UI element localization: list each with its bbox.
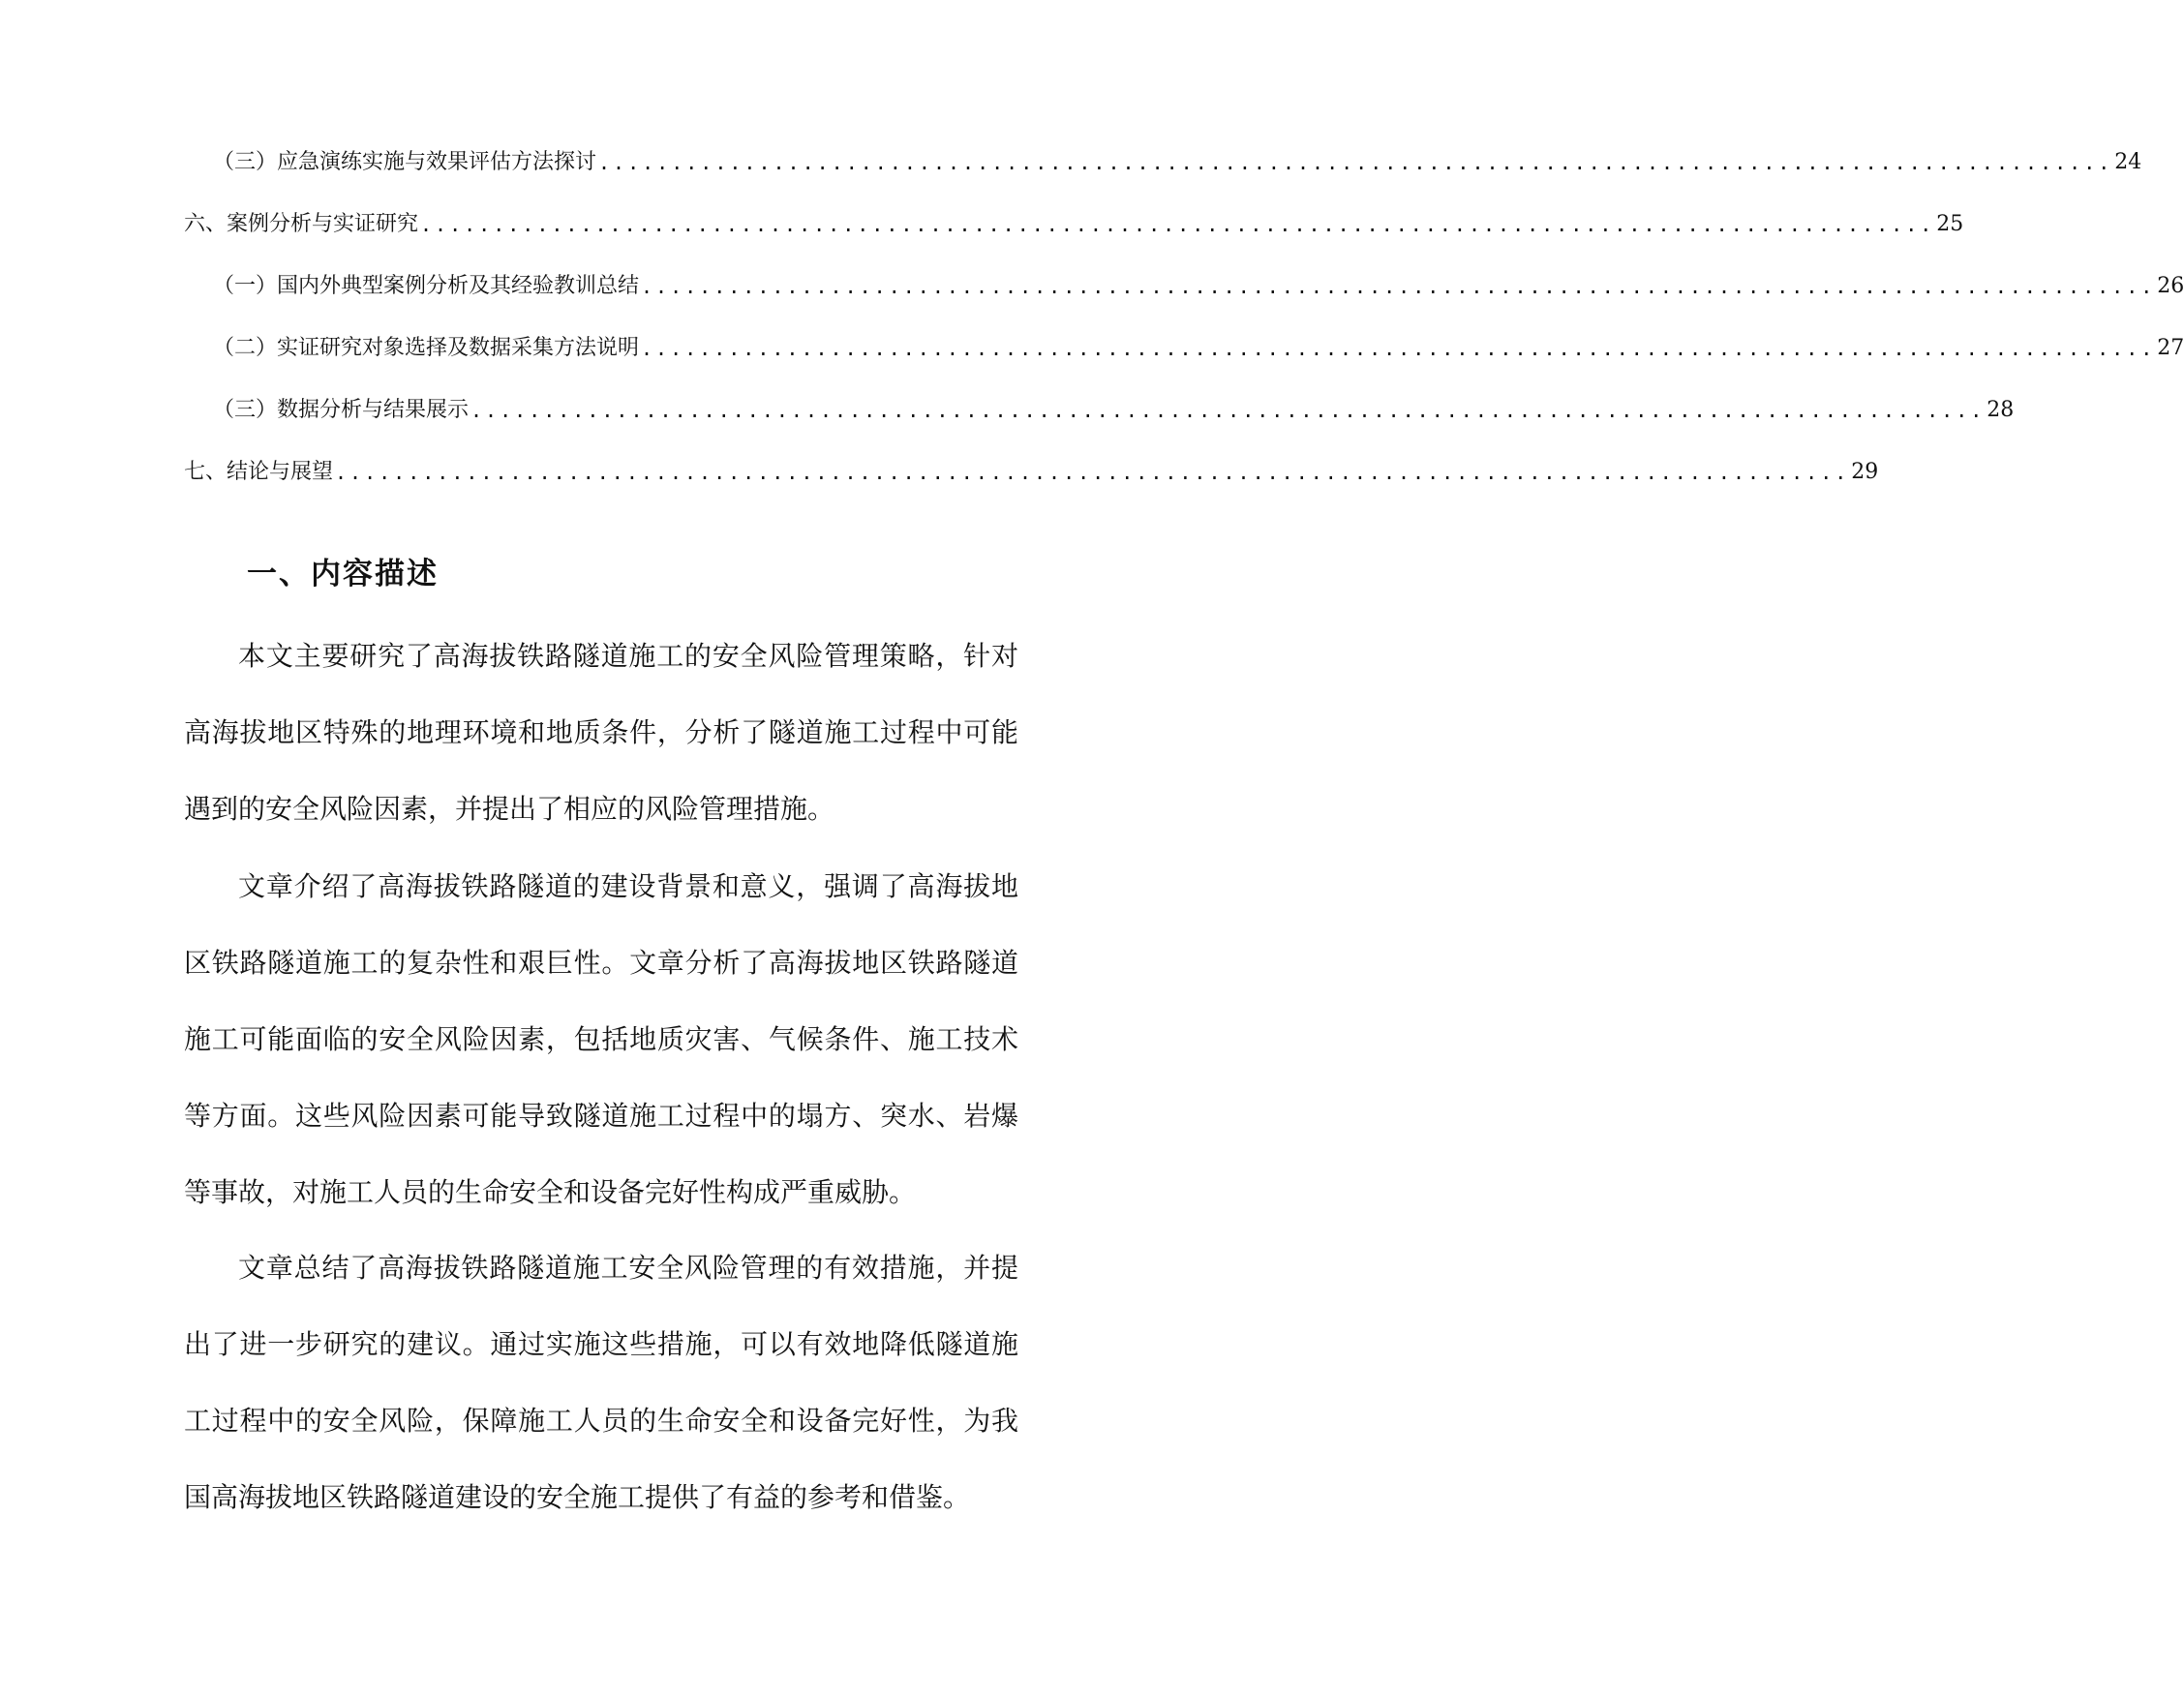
toc-page-number: 27 <box>2157 336 2184 360</box>
toc-entry-label: 七、结论与展望 <box>184 460 334 484</box>
toc-entry[interactable] <box>213 267 2184 306</box>
toc-entry[interactable] <box>213 329 2184 368</box>
toc-dot-leader: ........................................................................................................ <box>641 337 2156 360</box>
toc-page-number: 26 <box>2157 274 2184 298</box>
body-paragraph: 文章介绍了高海拔铁路隧道的建设背景和意义，强调了高海拔地区铁路隧道施工的复杂性和艰巨性。文章分析了高海拔地区铁路隧道施工可能面临的安全风险因素，包括地质灾害、气候条件、施工技术等方面。这些风险因素可能导致隧道施工过程中的塌方、突水、岩爆等事故，对施工人员的生命安全和设备完好性构成严重威胁。 <box>184 870 1018 1208</box>
toc-entry-label: 六、案例分析与实证研究 <box>184 212 419 236</box>
toc-entry-label: （一）国内外典型案例分析及其经验教训总结 <box>213 274 640 298</box>
toc-entry-label: （三）数据分析与结果展示 <box>213 398 470 422</box>
toc-dot-leader: ........................................................................................................ <box>335 461 1850 484</box>
toc-dot-leader: ........................................................................................................ <box>420 213 1935 236</box>
toc-page-number: 29 <box>1851 460 1879 484</box>
toc-page-number: 28 <box>1987 398 2015 422</box>
toc-dot-leader: ........................................................................................................ <box>470 399 1986 422</box>
toc-dot-leader: ........................................................................................................ <box>598 151 2113 174</box>
toc-dot-leader: ........................................................................................................ <box>641 275 2156 298</box>
toc-entry-label: （二）实证研究对象选择及数据采集方法说明 <box>213 336 640 360</box>
toc-entry[interactable] <box>213 143 2142 182</box>
toc-entry[interactable] <box>213 391 2015 430</box>
body-paragraph: 文章总结了高海拔铁路隧道施工安全风险管理的有效措施，并提出了进一步研究的建议。通过实施这些措施，可以有效地降低隧道施工过程中的安全风险，保障施工人员的生命安全和设备完好性，为我国高海拔地区铁路隧道建设的安全施工提供了有益的参考和借鉴。 <box>184 1252 1018 1513</box>
body-paragraph: 本文主要研究了高海拔铁路隧道施工的安全风险管理策略，针对高海拔地区特殊的地理环境和地质条件，分析了隧道施工过程中可能遇到的安全风险因素，并提出了相应的风险管理措施。 <box>184 640 1018 825</box>
toc-page-number: 25 <box>1936 212 1964 236</box>
toc-page-number: 24 <box>2114 150 2142 174</box>
toc-entry[interactable] <box>184 453 1879 492</box>
toc-entry-label: （三）应急演练实施与效果评估方法探讨 <box>213 150 597 174</box>
toc-entry[interactable] <box>184 205 1964 244</box>
section-heading: 一、内容描述 <box>247 557 439 591</box>
